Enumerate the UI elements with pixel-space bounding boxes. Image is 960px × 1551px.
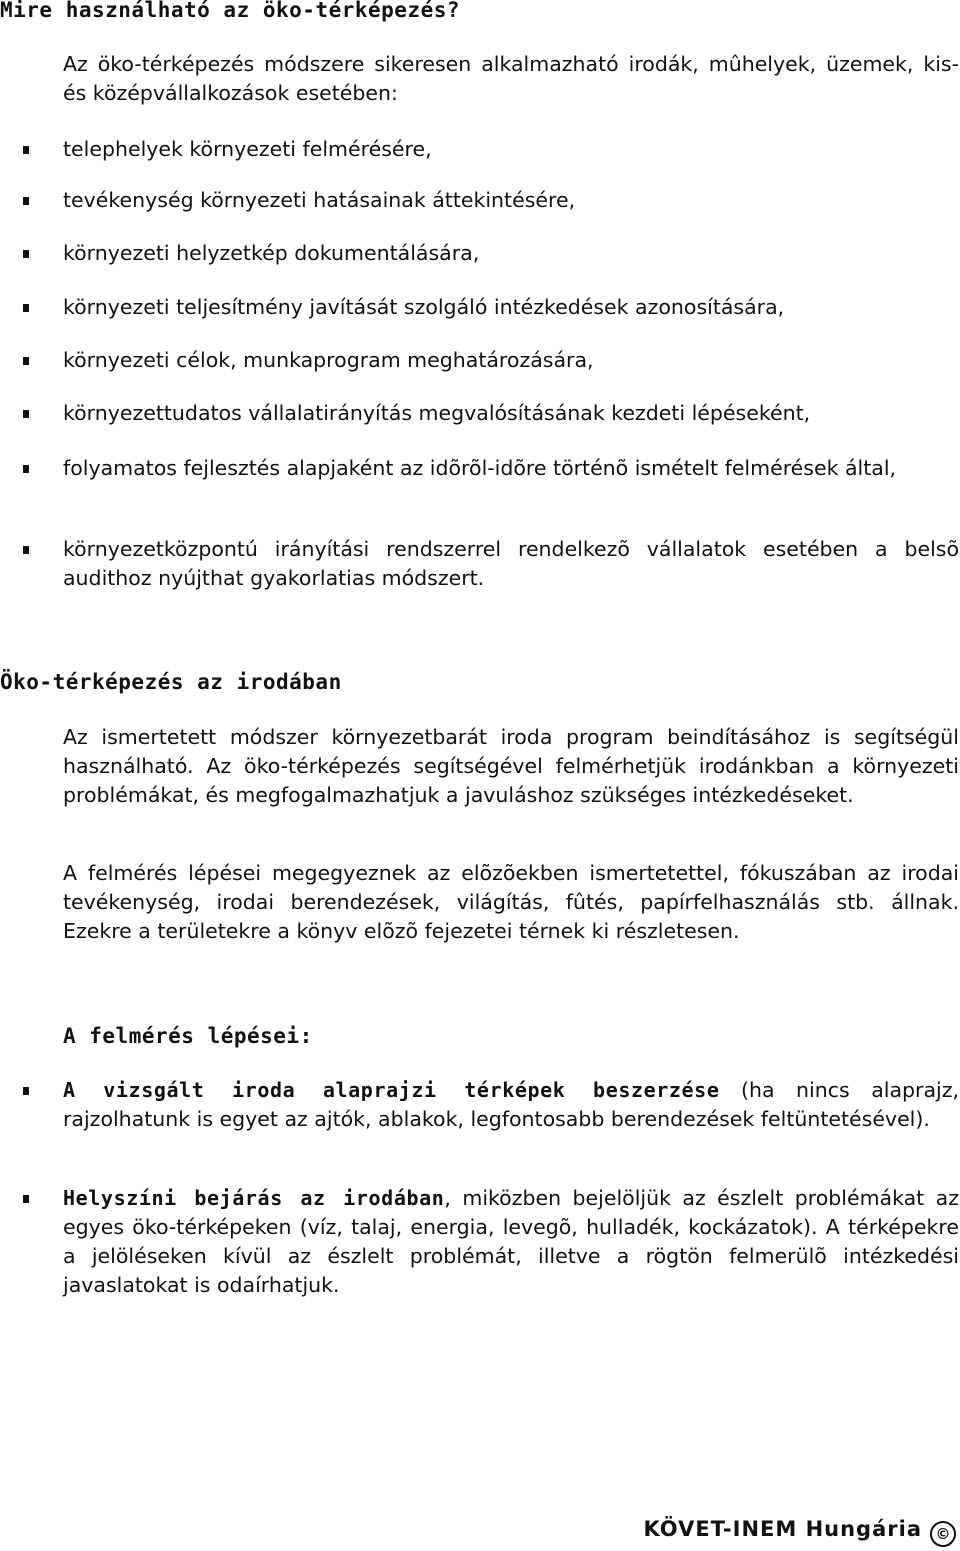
list-item — [63, 454, 959, 483]
step-item — [63, 1076, 959, 1134]
section-heading-office: Öko-térképezés az irodában — [0, 670, 342, 694]
list-item — [63, 186, 959, 215]
copyright-icon: © — [930, 1521, 956, 1547]
list-item — [63, 239, 959, 268]
list-item-text: tevékenység környezeti hatásainak áttekintésére, — [63, 188, 576, 212]
step-lead: Helyszíni bejárás az irodában — [63, 1186, 445, 1210]
list-item-text: folyamatos fejlesztés alapjaként az idõrõl-idõre történõ ismételt felmérések által, — [63, 456, 897, 480]
square-bullet-icon — [23, 1087, 29, 1095]
square-bullet-icon — [23, 250, 29, 258]
square-bullet-icon — [23, 197, 29, 205]
step-text: (ha nincs alaprajz, rajzolhatunk is egyet az ajtók, ablakok, legfontosabb berendezések feltüntetésével). — [63, 1078, 959, 1131]
step-item — [63, 1184, 959, 1300]
footer-organization: KÖVET-INEM Hungária — [643, 1517, 922, 1541]
list-item — [63, 535, 959, 593]
list-item — [63, 346, 959, 375]
office-paragraph: A felmérés lépései megegyeznek az elõzõekben ismertetettel, fókuszában az irodai tevékenység, irodai berendezések, világítás, fûtés, papírfelhasználás stb. állnak. Ezekre a területekre a könyv elõzõ fejezetei térnek ki részletesen. — [63, 861, 959, 943]
list-item — [63, 135, 959, 164]
list-item — [63, 293, 959, 322]
step-text: , miközben bejelöljük az észlelt problémákat az egyes öko-térképeken (víz, talaj, energia, levegõ, hulladék, kockázatok). A térképekre a jelöléseken kívül az észlelt problémát, illetve a rögtön felmerülõ intézkedési javaslatokat is odaírhatjuk. — [63, 1186, 959, 1297]
list-item-text: környezeti helyzetkép dokumentálására, — [63, 241, 480, 265]
square-bullet-icon — [23, 465, 29, 473]
office-paragraph: Az ismertetett módszer környezetbarát iroda program beindításához is segítségül használható. Az öko-térképezés segítségével felmérhetjük irodánkban a környezeti problémákat, és megfogalmazhatjuk a javuláshoz szükséges intézkedéseket. — [63, 725, 959, 807]
section-heading-steps: A felmérés lépései: — [63, 1024, 313, 1048]
square-bullet-icon — [23, 410, 29, 418]
list-item-text: környezettudatos vállalatirányítás megvalósításának kezdeti lépéseként, — [63, 401, 811, 425]
step-lead: A vizsgált iroda alaprajzi térképek beszerzése — [63, 1078, 720, 1102]
footer-credit — [643, 1517, 956, 1547]
square-bullet-icon — [23, 304, 29, 312]
intro-paragraph: Az öko-térképezés módszere sikeresen alkalmazható irodák, mûhelyek, üzemek, kis- és középvállalkozások esetében: — [63, 52, 959, 105]
square-bullet-icon — [23, 1195, 29, 1203]
list-item-text: telephelyek környezeti felmérésére, — [63, 137, 432, 161]
list-item-text: környezeti célok, munkaprogram meghatározására, — [63, 348, 594, 372]
list-item-text: környezetközpontú irányítási rendszerrel rendelkezõ vállalatok esetében a belsõ audithoz nyújthat gyakorlatias módszert. — [63, 537, 959, 590]
list-item-text: környezeti teljesítmény javítását szolgáló intézkedések azonosítására, — [63, 295, 785, 319]
list-item — [63, 399, 959, 428]
square-bullet-icon — [23, 546, 29, 554]
section-heading-usage: Mire használható az öko-térképezés? — [0, 0, 461, 22]
square-bullet-icon — [23, 146, 29, 154]
square-bullet-icon — [23, 357, 29, 365]
